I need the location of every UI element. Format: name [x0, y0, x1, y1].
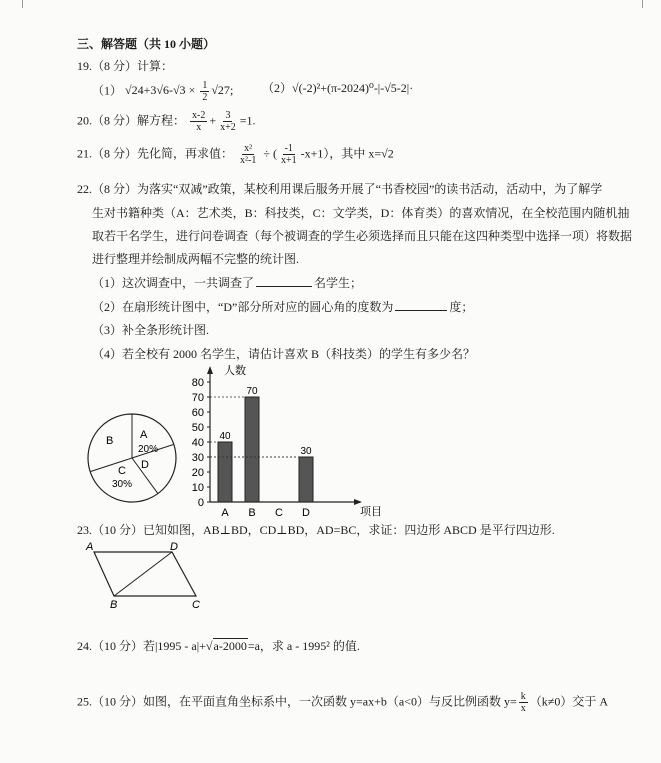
y-tick-label: 0: [197, 497, 204, 509]
bar-B: [245, 397, 259, 502]
x-axis-arrow: [354, 499, 362, 505]
bar-chart: [186, 362, 386, 522]
y-tick-label: 20: [191, 467, 204, 479]
q21: 21.（8 分）先化简，再求值： $\frac{\text{x²}}{\text{x²-1}}$ ÷ ( $\frac{-1}{x+1}$ -x+1），其中 x=√2: [77, 143, 394, 166]
crop-mark: [22, 0, 23, 8]
point-a: A: [86, 541, 94, 553]
bar-D: [299, 457, 313, 502]
y-tick-label: 40: [191, 437, 204, 449]
section-title: 三、解答题（共 10 小题）: [77, 37, 216, 51]
bar-value-label: 70: [246, 386, 258, 397]
q24: 24.（10 分）若|1995 - a|+√a-2000=a，求 a - 1995² 的值.: [77, 639, 360, 653]
fraction: $\frac{\text{x²}}{\text{x²-1}}$: [240, 143, 257, 166]
x-tick-label: D: [302, 507, 310, 519]
y-axis-label: 人数: [224, 365, 246, 377]
x-axis-label: 项目: [360, 506, 382, 518]
bar-value-label: 30: [300, 446, 312, 457]
y-tick-label: 60: [191, 407, 204, 419]
q20: 20.（8 分）解方程： $\frac{x-2}{x}$ + $\frac{3}{x+2}$ =1.: [77, 110, 256, 133]
y-tick-label: 50: [191, 422, 204, 434]
x-tick-label: C: [275, 507, 283, 519]
crop-mark: [642, 0, 643, 8]
parallelogram-figure: [84, 540, 214, 610]
answer-blank[interactable]: [256, 275, 312, 287]
point-b: B: [110, 599, 118, 610]
pie-pct-c: 30%: [112, 479, 133, 490]
q22-sub1: （1）这次调查中，一共调查了 名学生；: [92, 276, 363, 290]
q22-sub4: （4）若全校有 2000 名学生，请估计喜欢 B（科技类）的学生有多少名？: [92, 347, 476, 361]
fraction: $\frac{k}{x}$: [520, 691, 526, 714]
q23-text: 23.（10 分）已知如图，AB⊥BD，CD⊥BD，AD=BC，求证：四边形 ABCD 是平行四边形.: [77, 523, 555, 537]
fraction: $\frac{3}{x+2}$: [220, 110, 236, 133]
pie-label-b: B: [106, 435, 114, 447]
pie-label-a: A: [140, 429, 148, 441]
y-tick-label: 80: [191, 377, 204, 389]
y-axis-arrow: [207, 366, 213, 374]
point-d: D: [170, 541, 178, 553]
pie-label-c: C: [118, 465, 126, 477]
y-tick-label: 70: [191, 392, 204, 404]
pie-label-d: D: [141, 459, 149, 471]
q22-sub2: （2）在扇形统计图中，“D”部分所对应的圆心角的度数为 度；: [92, 300, 474, 314]
q19-expr: √24+3√6-√3 × $\frac{1}{2}$ √27;: [125, 80, 234, 103]
fraction: $\frac{x-2}{x}$: [192, 110, 206, 133]
q25: 25.（10 分）如图，在平面直角坐标系中，一次函数 y=ax+b（a<0）与反比例函数 y= $\frac{k}{x}$ （k≠0）交于 A: [77, 691, 608, 714]
point-c: C: [192, 599, 200, 610]
q19-part1: （1） √24+3√6-√3 × $\frac{1}{2}$ √27;: [92, 80, 234, 103]
x-tick-label: B: [248, 507, 256, 519]
fraction: $\frac{1}{2}$: [202, 80, 208, 103]
q22-text4: 进行整理并绘制成两幅不完整的统计图.: [92, 252, 300, 266]
answer-blank[interactable]: [395, 299, 447, 311]
q19-label: 19.（8 分）计算：: [77, 59, 174, 73]
q22-text3: 取若干名学生，进行问卷调查（每个被调查的学生必须选择而且只能在这四种类型中选择一项）将数据: [92, 229, 633, 243]
bar-value-label: 40: [219, 431, 231, 442]
fraction: $\frac{-1}{x+1}$: [280, 143, 297, 166]
q22-sub3: （3）补全条形统计图.: [92, 323, 210, 337]
q22-text1: 22.（8 分）为落实“双减”政策，某校利用课后服务开展了“书香校园”的读书活动，活动中，为了解学: [77, 182, 603, 196]
bar-A: [218, 442, 232, 502]
q19-part2: （2）√(-2)²+(π-2024)⁰-|-√5-2|·: [262, 81, 414, 95]
y-tick-label: 10: [191, 482, 204, 494]
q22-text2: 生对书籍种类（A：艺术类，B：科技类，C：文学类，D：体育类）的喜欢情况，在全校范围内随机抽: [92, 206, 630, 220]
pie-pct-a: 20%: [138, 444, 159, 455]
pie-chart: [84, 410, 180, 506]
x-tick-label: A: [221, 507, 229, 519]
y-tick-label: 30: [191, 452, 204, 464]
